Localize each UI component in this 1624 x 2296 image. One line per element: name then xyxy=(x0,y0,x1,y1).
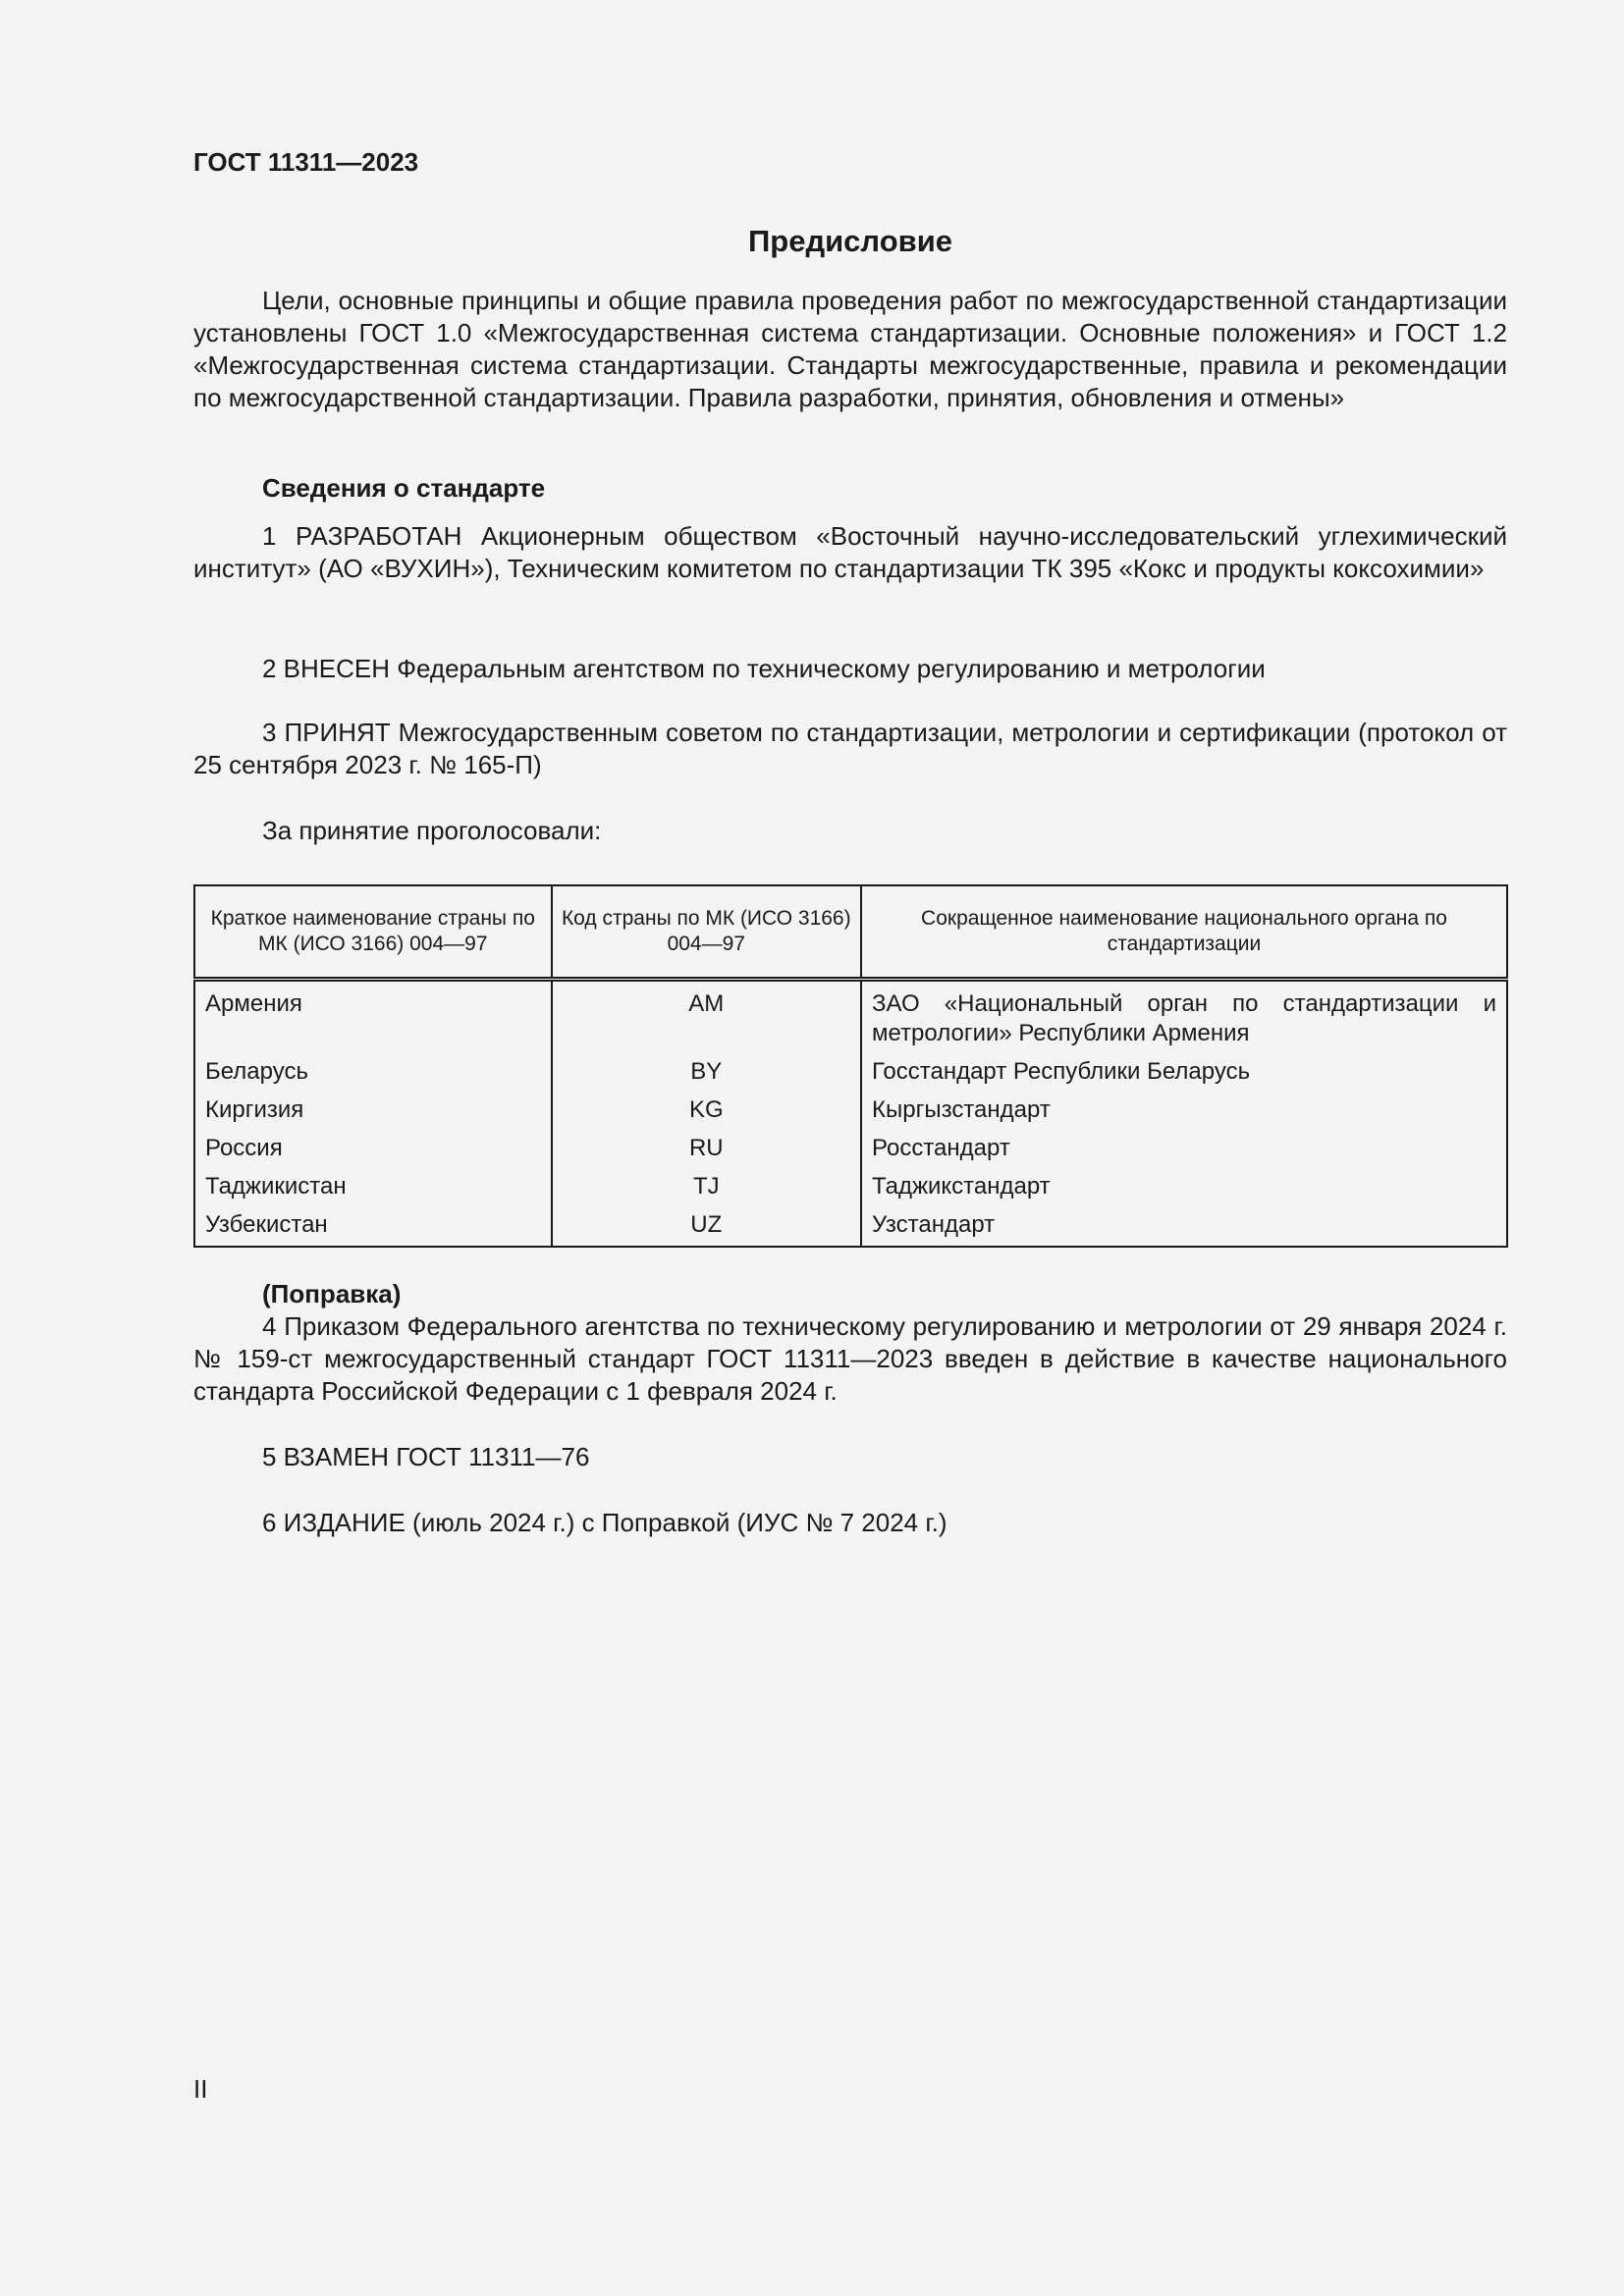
item-5-replaces: 5 ВЗАМЕН ГОСТ 11311—76 xyxy=(262,1442,590,1471)
item-4-order: 4 Приказом Федерального агентства по техническому регулированию и метрологии от 29 января 2024 г. № 159-ст межгосударственный стандарт ГОСТ 11311—2023 введен в действие в качестве национального стандарта Российской Федерации с 1 февраля 2024 г. xyxy=(193,1311,1507,1406)
table-header-row xyxy=(194,885,1507,980)
national-body: Госстандарт Республики Беларусь xyxy=(861,1054,1507,1093)
national-body: Росстандарт xyxy=(861,1131,1507,1169)
country-code: RU xyxy=(552,1131,861,1169)
item-2-introduced: 2 ВНЕСЕН Федеральным агентством по техническому регулированию и метрологии xyxy=(262,654,1266,683)
national-body: Таджикстандарт xyxy=(861,1169,1507,1207)
item-1-developed: 1 РАЗРАБОТАН Акционерным обществом «Восточный научно-исследовательский углехимический институт» (АО «ВУХИН»), Техническим комитетом по стандартизации ТК 395 «Кокс и продукты коксохимии» xyxy=(193,521,1507,583)
info-heading: Сведения о стандарте xyxy=(262,473,546,503)
country-code: KG xyxy=(552,1093,861,1131)
document-code: ГОСТ 11311—2023 xyxy=(193,147,419,177)
header-national-body: Сокращенное наименование национального органа по стандартизации xyxy=(861,885,1507,980)
country-code: UZ xyxy=(552,1207,861,1247)
country-name: Армения xyxy=(194,980,552,1055)
item-6-edition: 6 ИЗДАНИЕ (июль 2024 г.) с Поправкой (ИУС № 7 2024 г.) xyxy=(262,1508,947,1537)
country-name: Таджикистан xyxy=(194,1169,552,1207)
item-3-adopted: 3 ПРИНЯТ Межгосударственным советом по стандартизации, метрологии и сертификации (протокол от 25 сентября 2023 г. № 165-П) xyxy=(193,718,1507,779)
header-country-code: Код страны по МК (ИСО 3166) 004—97 xyxy=(552,885,861,980)
voting-countries-table xyxy=(193,884,1508,1248)
country-code: TJ xyxy=(552,1169,861,1207)
page-number: II xyxy=(193,2074,208,2104)
intro-paragraph: Цели, основные принципы и общие правила проведения работ по межгосударственной стандартизации установлены ГОСТ 1.0 «Межгосударственная система стандартизации. Основные положения» и ГОСТ 1.2 «Межгосударственная система стандартизации. Стандарты межгосударственные, правила и рекомендации по межгосударственной стандартизации. Правила разработки, принятия, обновления и отмены» xyxy=(193,286,1507,412)
table-row xyxy=(194,1054,1507,1093)
country-name: Узбекистан xyxy=(194,1207,552,1247)
national-body: Узстандарт xyxy=(861,1207,1507,1247)
country-name: Россия xyxy=(194,1131,552,1169)
country-name: Беларусь xyxy=(194,1054,552,1093)
table-row xyxy=(194,980,1507,1055)
table-row xyxy=(194,1131,1507,1169)
header-country-name: Краткое наименование страны по МК (ИСО 3166) 004—97 xyxy=(194,885,552,980)
vote-intro: За принятие проголосовали: xyxy=(262,816,602,845)
amendment-label: (Поправка) xyxy=(262,1279,402,1308)
country-code: BY xyxy=(552,1054,861,1093)
table-row xyxy=(194,1169,1507,1207)
page-title: Предисловие xyxy=(747,224,952,258)
table-row xyxy=(194,1093,1507,1131)
country-code: AM xyxy=(552,980,861,1055)
country-name: Киргизия xyxy=(194,1093,552,1131)
national-body: ЗАО «Национальный орган по стандартизации и метрологии» Республики Армения xyxy=(861,980,1507,1055)
national-body: Кыргызстандарт xyxy=(861,1093,1507,1131)
table-row xyxy=(194,1207,1507,1247)
